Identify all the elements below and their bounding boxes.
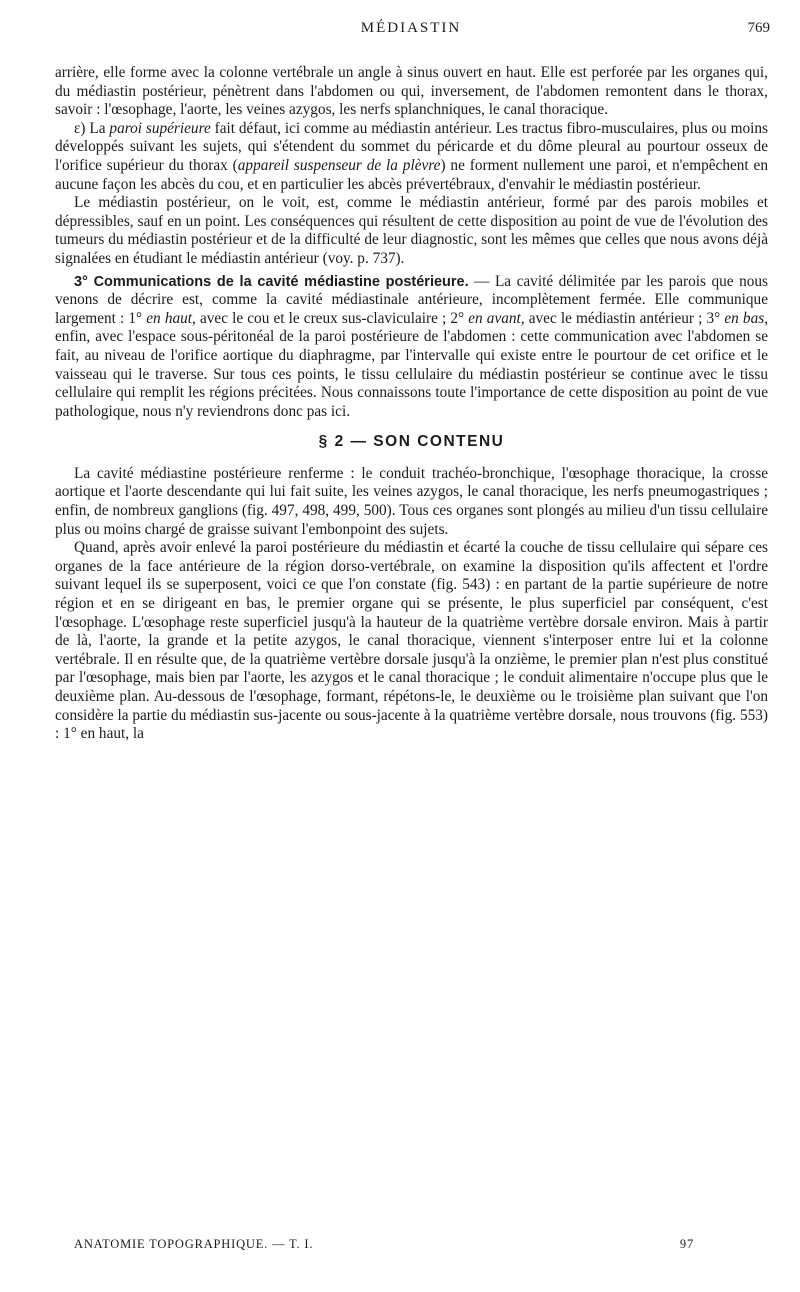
paragraph-communications [55, 273, 768, 422]
running-head [52, 20, 770, 44]
running-title: MÉDIASTIN [360, 20, 462, 36]
paragraph-arrangement [55, 539, 768, 744]
subsection-title: 3° Communications de la cavité médiastine postérieure. [74, 273, 469, 290]
emphasis-text: appareil suspenseur de la plèvre [237, 156, 441, 174]
paragraph-superior-wall [55, 120, 768, 194]
footer-signature-number: 97 [679, 1237, 694, 1251]
emphasis-text: en haut [146, 309, 193, 327]
page-footer [74, 1237, 694, 1257]
paragraph-text: , avec le cou et le creux sus-claviculaire ; 2° [192, 309, 469, 327]
paragraph-text: , avec le médiastin antérieur ; 3° [520, 309, 725, 327]
page-number: 769 [747, 20, 770, 36]
paragraph-text: Quand, après avoir enlevé la paroi postérieure du médiastin et écarté la couche de tissu cellulaire qui sépare ces organes de la face antérieure de la région dorso-vertébrale, on examine la disposition qu'ils affectent et l'ordre suivant lequel ils se superposent, voici ce que l'on constate (fig. 543) : en partant de la partie supérieure de notre région et en se dirigeant en bas, le premier organe qui se présente, le plus superficiel par conséquent, c'est l'œsophage. L'œsophage reste superficiel jusqu'à la hauteur de la quatrième vertèbre dorsale environ. Mais à partir de là, l'aorte, la grande et la petite azygos, le canal thoracique, viennent s'interposer entre lui et la colonne vertébrale. Il en résulte que, de la quatrième vertèbre dorsale jusqu'à la onzième, le premier plan n'est plus constitué par l'œsophage, mais bien par l'aorte, les azygos et le canal thoracique ; le conduit alimentaire n'occupe plus que le deuxième plan. Au-dessous de l'œsophage, formant, répétons-le, le deuxième ou le troisième plan suivant que l'on considère la partie du médiastin sus-jacente ou sous-jacente à la quatrième vertèbre dorsale, nous trouvons (fig. 553) : 1° en haut, la [55, 539, 768, 743]
section-heading: § 2 — SON CONTENU [318, 433, 505, 451]
emphasis-text: en bas [724, 309, 765, 327]
paragraph-text: Le médiastin postérieur, on le voit, est, comme le médiastin antérieur, formé par des parois mobiles et dépressibles, sauf en un point. Les conséquences qui résultent de cette disposition au point de vue de l'évolution des tumeurs du médiastin postérieur et de la difficulté de leur diagnostic, sont les mêmes que celles que nous avons déjà signalées en étudiant le médiastin antérieur (voy. p. 737). [55, 194, 768, 267]
body-text [55, 64, 768, 744]
paragraph-text: , enfin, avec l'espace sous-péritonéal de la paroi postérieure de l'abdomen : cette communication avec l'abdomen se fait, au niveau de l'orifice aortique du diaphragme, par l'intervalle qui existe entre le pourtour de cet orifice et le vaisseau qui le traverse. Sur tous ces points, le tissu cellulaire du médiastin postérieur se continue avec le tissu cellulaire qui remplit les régions précitées. Nous connaissons toute l'importance de cette disposition au point de vue pathologique, nous n'y reviendrons donc pas ici. [55, 309, 769, 420]
emphasis-text: en avant [468, 309, 521, 327]
footer-book-title: ANATOMIE TOPOGRAPHIQUE. — T. I. [74, 1237, 314, 1251]
paragraph-text: ) ne forment nullement une paroi, et n'empêchent en aucune façon les abcès du cou, et en particulier les abcès prévertébraux, d'envahir le médiastin postérieur. [55, 156, 768, 193]
emphasis-text: paroi supérieure [109, 119, 211, 137]
paragraph-posterior-wall [55, 64, 768, 120]
paragraph-text: ε) La [74, 119, 110, 137]
paragraph-text: arrière, elle forme avec la colonne vertébrale un angle à sinus ouvert en haut. Elle est perforée par les organes qui, du médiastin postérieur, pénètrent dans l'abdomen ou qui, inversement, de l'abdomen remontent dans le thorax, savoir : l'œsophage, l'aorte, les veines azygos, les nerfs splanchniques, le canal thoracique. [55, 64, 768, 119]
paragraph-text: — La cavité délimitée par les parois que nous venons de décrire est, comme la cavité médiastinale antérieure, incomplètement fermée. Elle communique largement : 1° [55, 272, 768, 327]
paragraph-mobile-walls [55, 194, 768, 268]
paragraph-contents [55, 465, 768, 539]
paragraph-text: La cavité médiastine postérieure renferme : le conduit trachéo-bronchique, l'œsophage thoracique, la crosse aortique et l'aorte descendante qui lui fait suite, les veines azygos, le canal thoracique, les nerfs pneumogastriques ; enfin, de nombreux ganglions (fig. 497, 498, 499, 500). Tous ces organes sont plongés au milieu d'un tissu cellulaire plus ou moins chargé de graisse suivant l'embonpoint des sujets. [55, 464, 768, 538]
paragraph-text: fait défaut, ici comme au médiastin antérieur. Les tractus fibro-musculaires, plus ou moins développés suivant les sujets, qui s'étendent du sommet du péricarde et du dôme pleural au pourtour osseux de l'orifice supérieur du thorax ( [55, 119, 768, 174]
